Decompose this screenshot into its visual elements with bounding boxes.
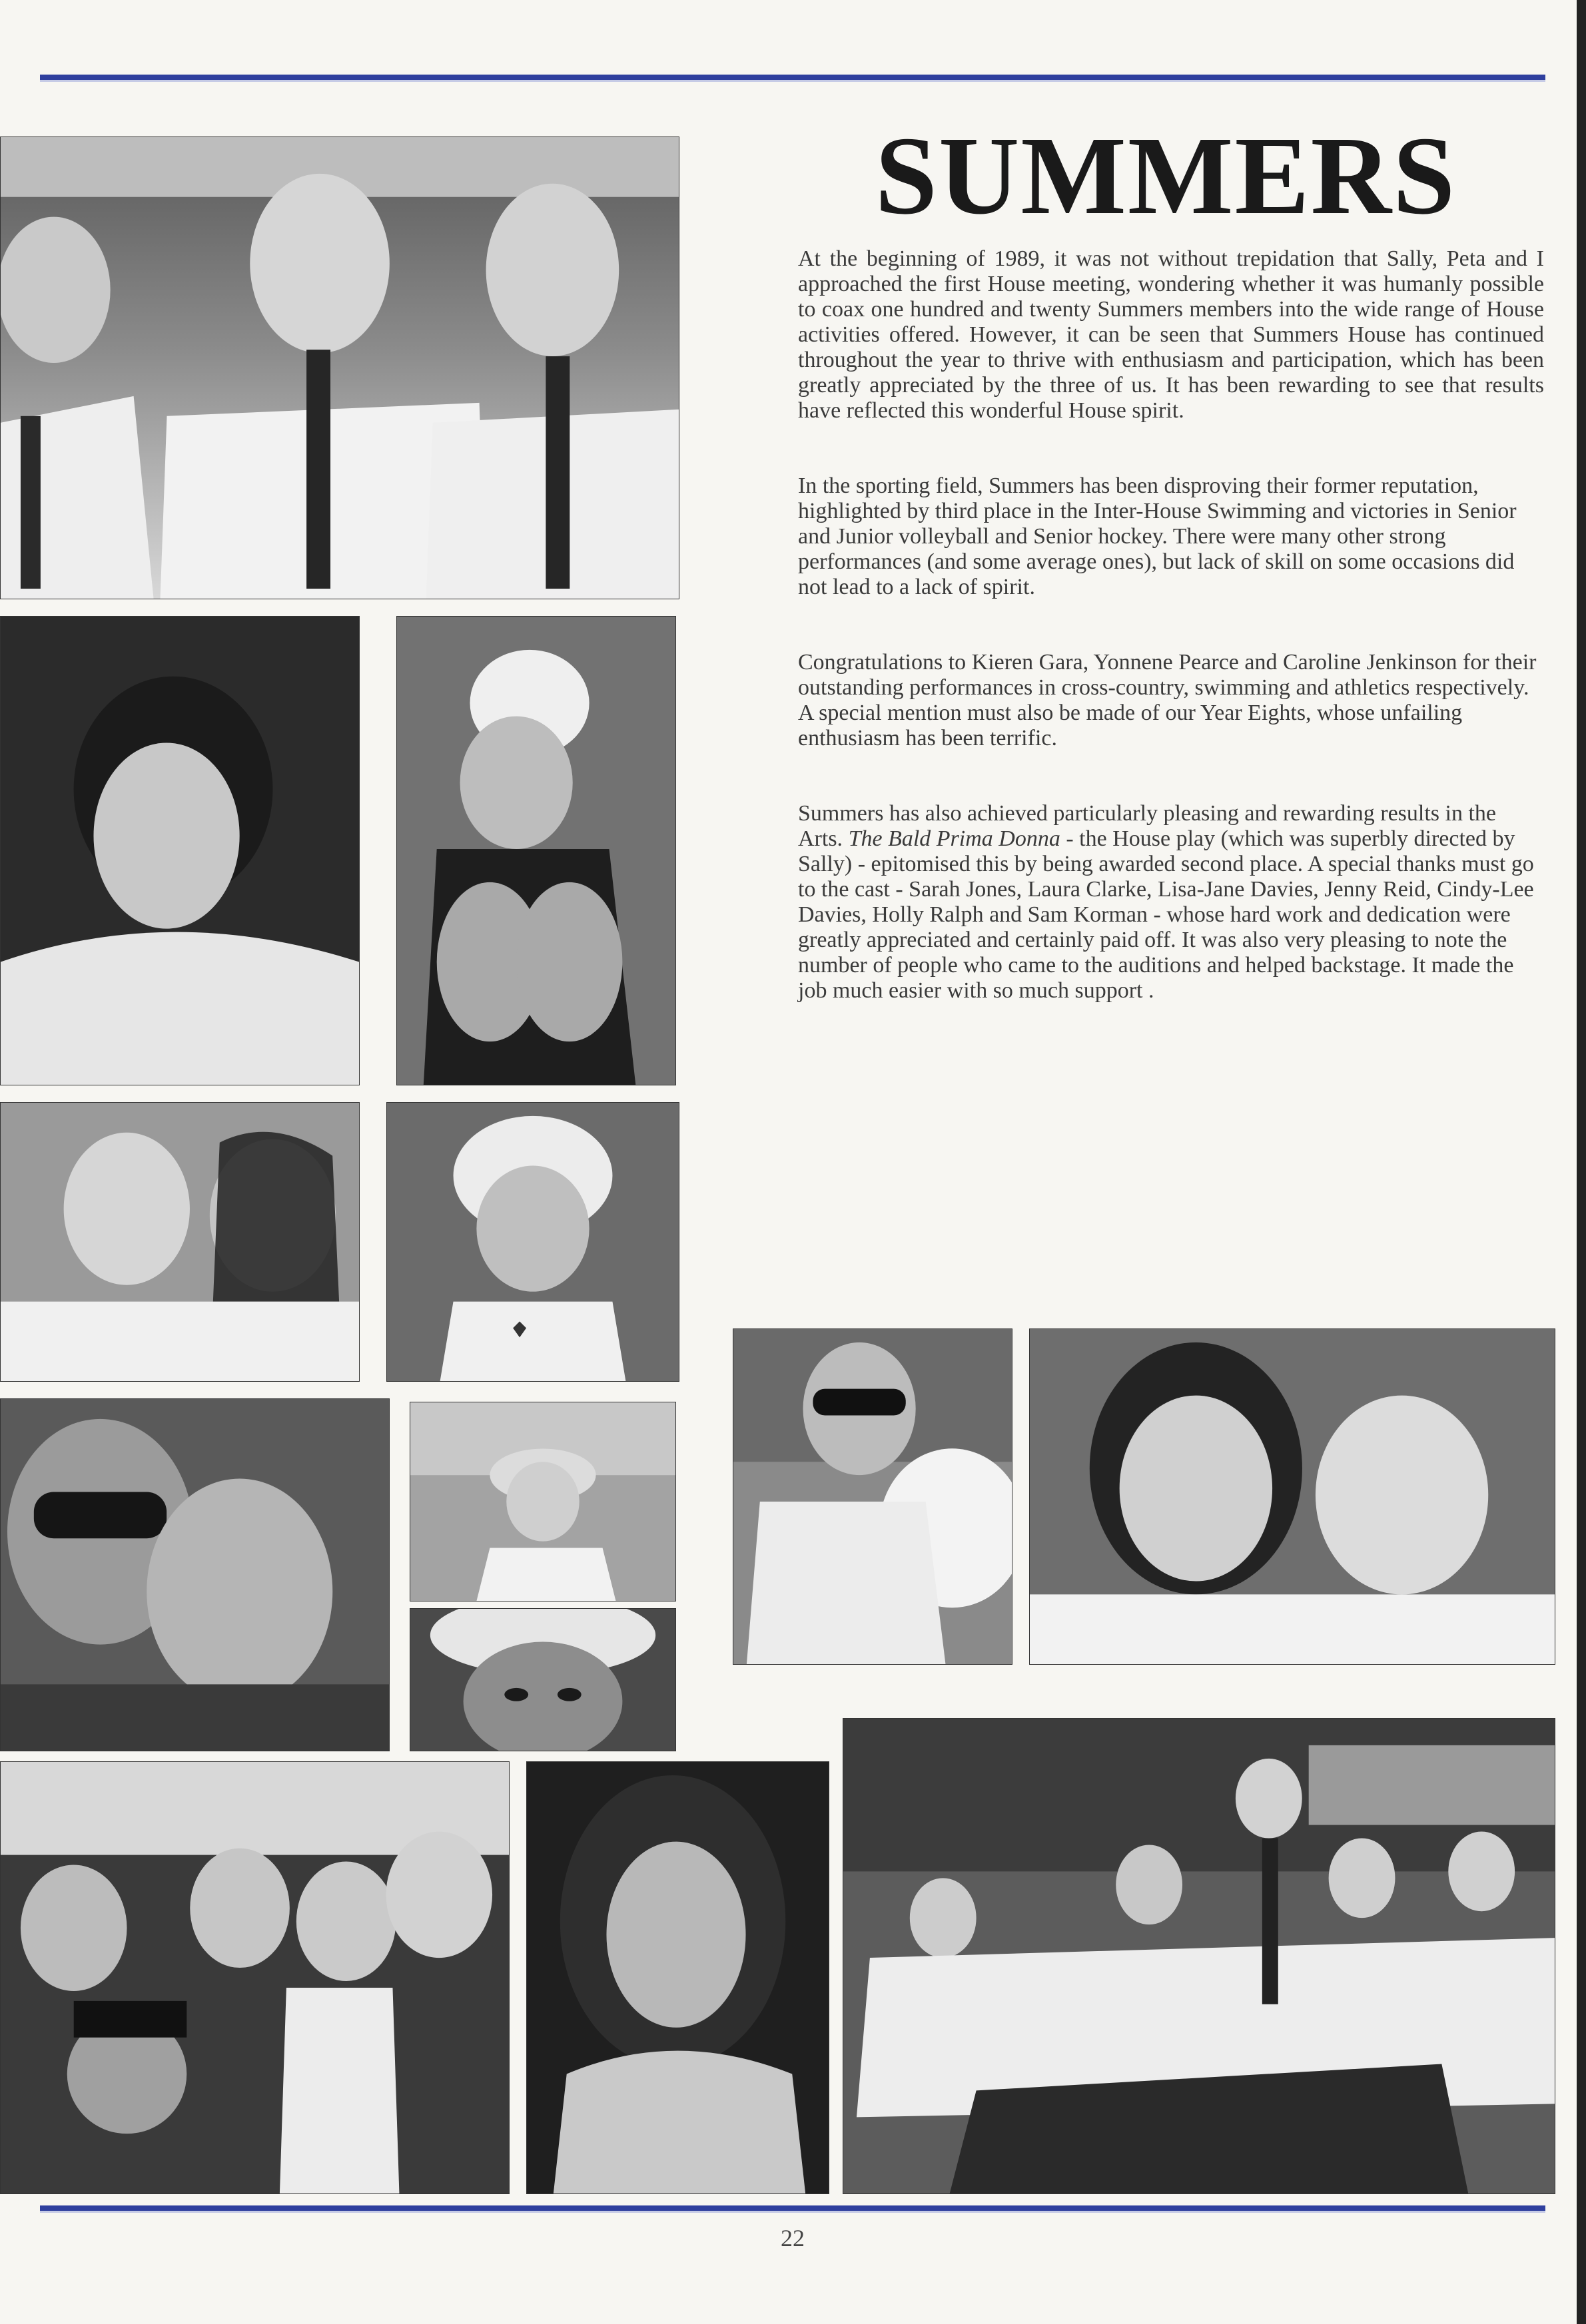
arts-text-start: Summers has also achieved particularly pleasing and rewarding results in the Arts. bbox=[798, 801, 1497, 851]
photo-two-girls-right bbox=[1029, 1328, 1555, 1665]
photo-two-smiling-girls bbox=[0, 1102, 360, 1382]
photo-face-swimcap bbox=[410, 1608, 676, 1751]
photo-girl-hat bbox=[410, 1402, 676, 1601]
photo-laughing-girl bbox=[0, 616, 360, 1085]
photo-curly-hair-girl bbox=[526, 1761, 829, 2194]
paragraph-arts bbox=[798, 801, 1544, 1004]
page-title: SUMMERS bbox=[875, 114, 1457, 238]
photo-swimmer-cap bbox=[396, 616, 676, 1085]
photo-three-girls-uniform bbox=[0, 137, 679, 599]
paragraph-sport: In the sporting field, Summers has been disproving their former reputation, highlighted by third place in the Inter-House Swimming and victories in Senior and Junior volleyball and Senior hockey. There were many other strong performances (and some average ones), but lack of skill on some occasions did not lead to a lack of spirit. bbox=[798, 473, 1517, 599]
arts-text-end: - the House play (which was superbly directed by Sally) - epitomised this by being awarded second place. A special thanks must go to the cast - Sarah Jones, Laura Clarke, Lisa-Jane Davies, Jenny Reid, Cindy-Lee Davies, Holly Ralph and Sam Korman - whose hard work and dedication were greatly appreciated and certainly paid off. It was also very pleasing to note the number of people who came to the auditions and helped backstage. It made the job much easier with so much support . bbox=[798, 826, 1534, 1003]
photo-sunglasses-pair bbox=[0, 1398, 390, 1751]
paragraph-congratulations: Congratulations to Kieren Gara, Yonnene Pearce and Caroline Jenkinson for their outstanding performances in cross-country, swimming and athletics respectively. A special mention must also be made of our Year Eights, whose unfailing enthusiasm has been terrific. bbox=[798, 650, 1537, 750]
play-title: The Bald Prima Donna bbox=[848, 826, 1060, 851]
photo-group-uniform bbox=[843, 1718, 1555, 2194]
bottom-rule bbox=[40, 2205, 1545, 2213]
article-body bbox=[798, 246, 1544, 1053]
paragraph-intro: At the beginning of 1989, it was not without trepidation that Sally, Peta and I approached the first House meeting, wondering whether it was humanly possible to coax one hundred and twenty Summers members into the wide range of House activities offered. However, it can be seen that Summers House has continued throughout the year to thrive with enthusiasm and participation, which has been greatly appreciated by the three of us. It has been rewarding to see that results have reflected this wonderful House spirit. bbox=[798, 246, 1544, 423]
page-number: 22 bbox=[781, 2225, 805, 2251]
page-edge bbox=[1577, 0, 1586, 2324]
top-rule bbox=[40, 75, 1545, 82]
photo-girl-frilly-cap bbox=[386, 1102, 679, 1382]
photo-pompom-girl bbox=[733, 1328, 1012, 1665]
photo-costume-cast bbox=[0, 1761, 510, 2194]
